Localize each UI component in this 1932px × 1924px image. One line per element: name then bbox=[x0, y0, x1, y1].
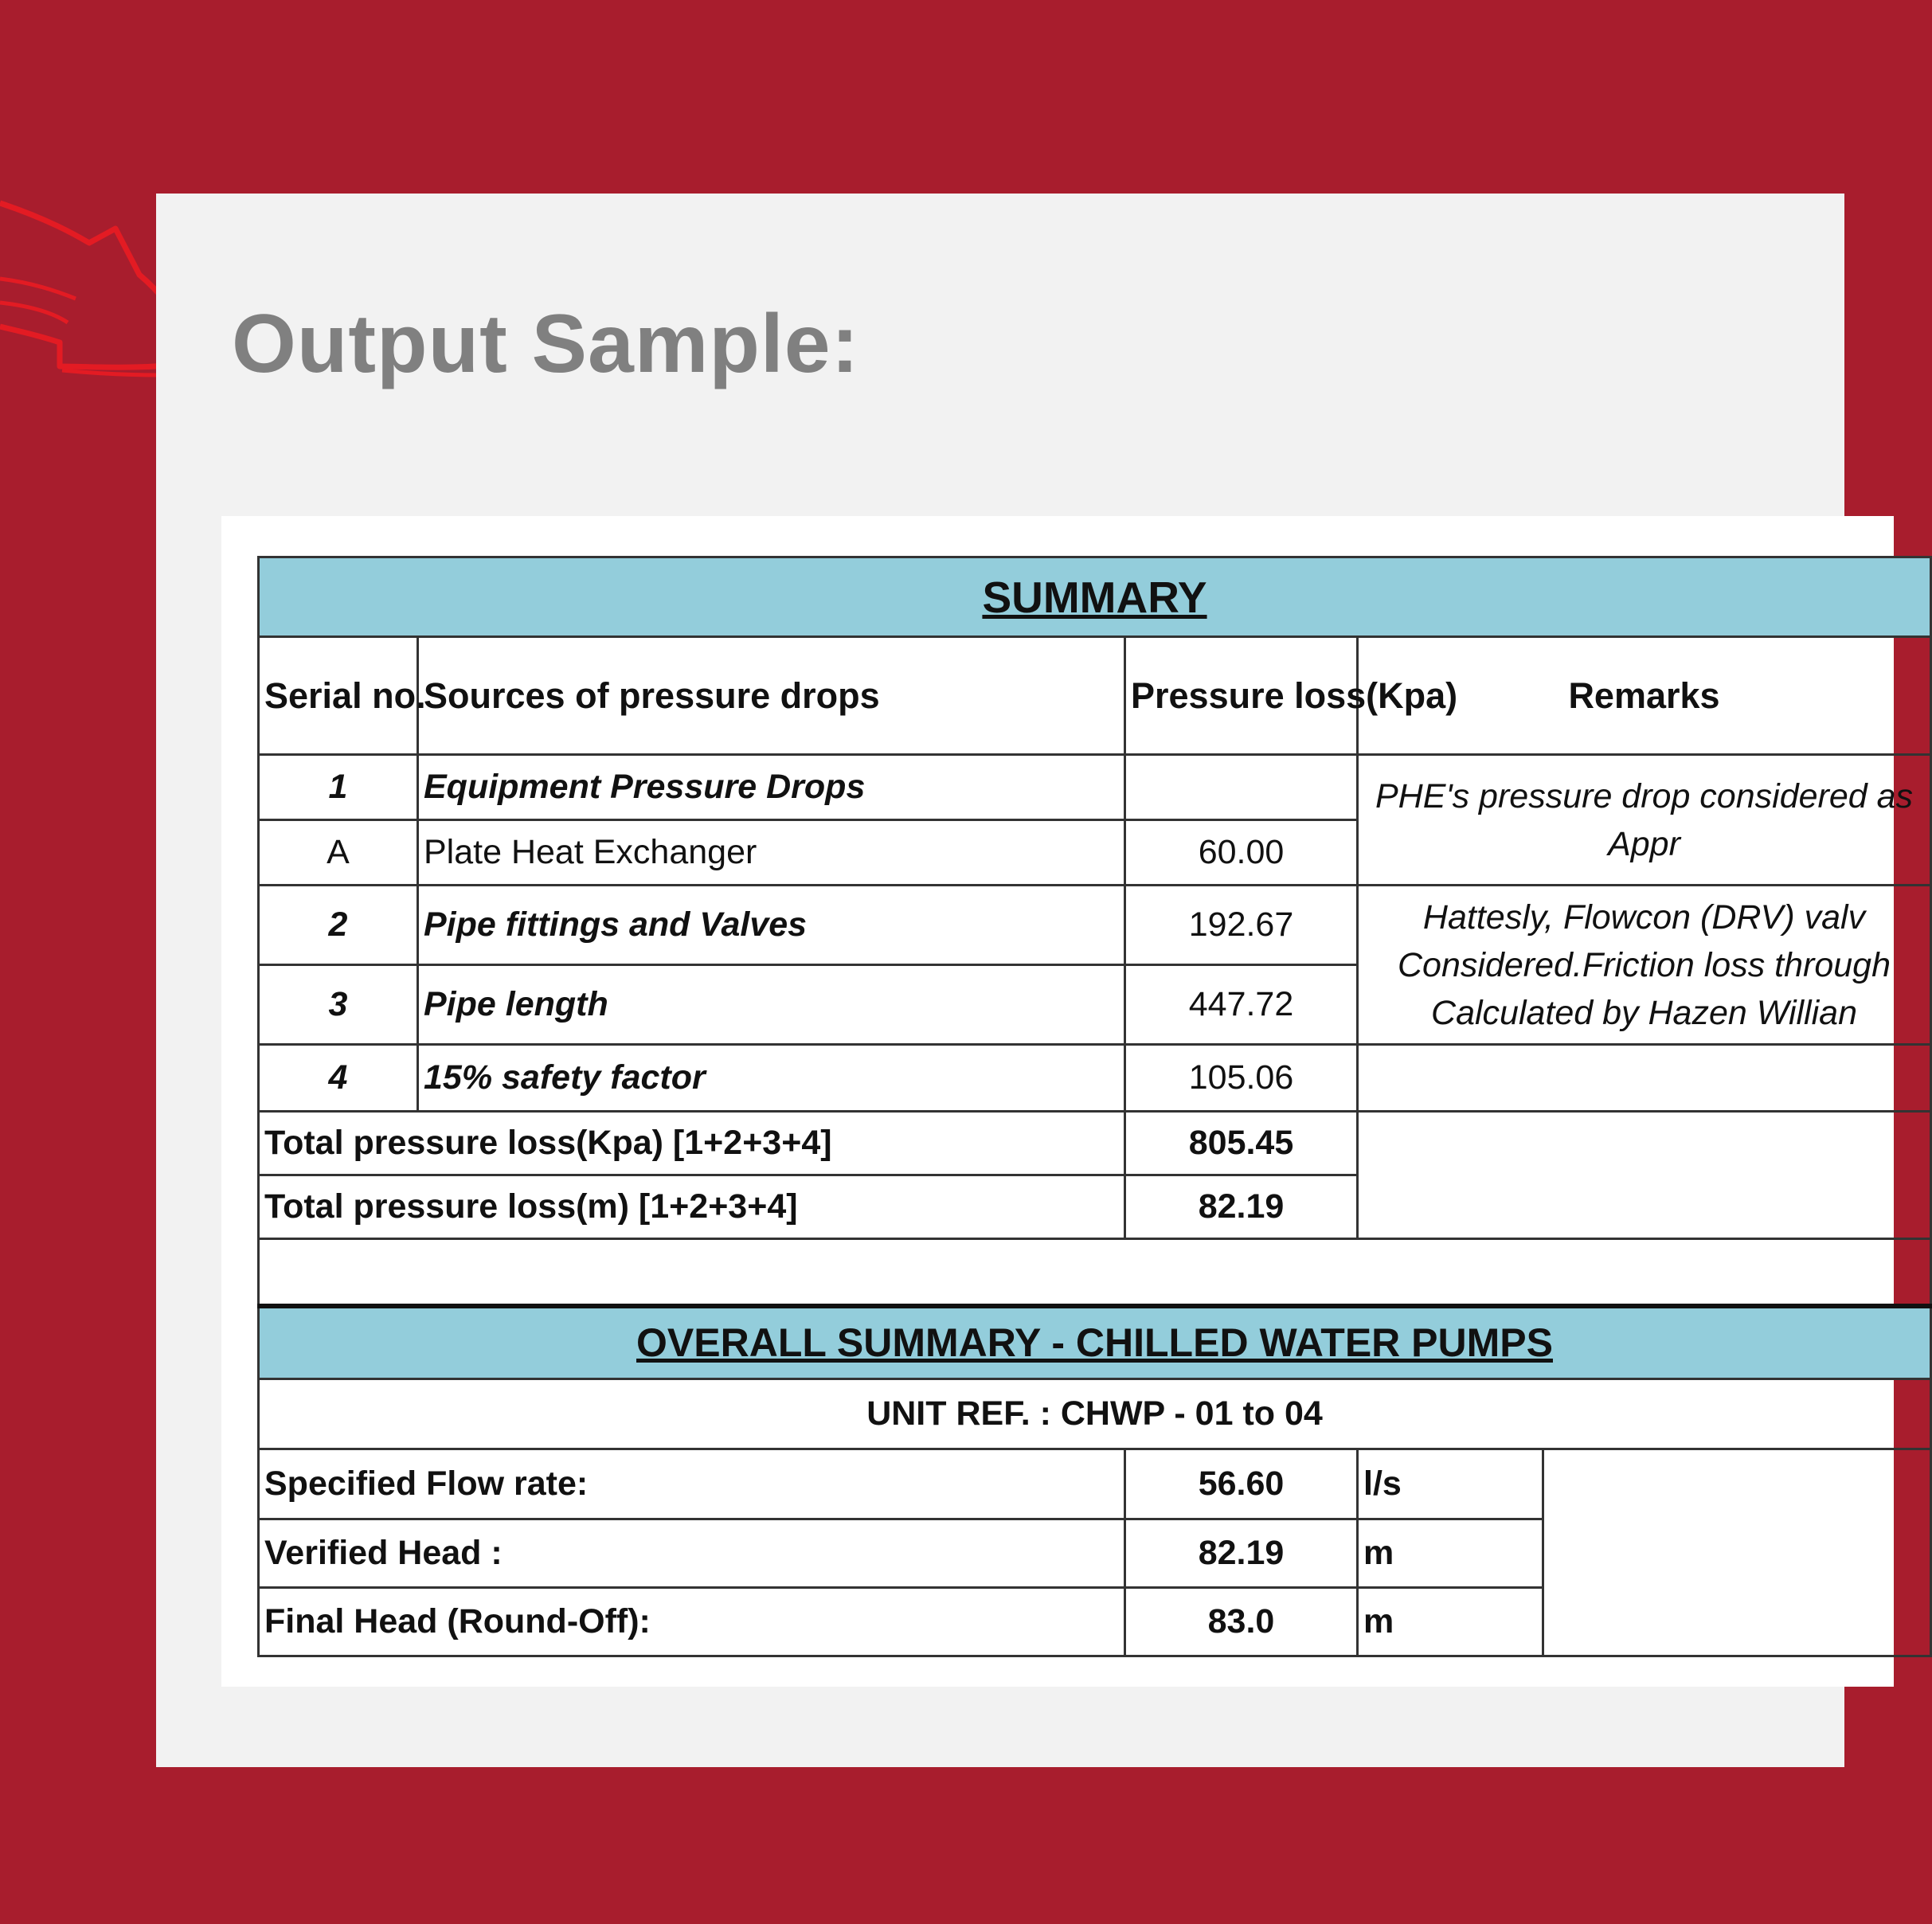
unit-ref-row bbox=[259, 1379, 1931, 1449]
verified-head-value: 82.19 bbox=[1125, 1519, 1358, 1588]
table-row bbox=[259, 1045, 1931, 1112]
total-kpa-label: Total pressure loss(Kpa) [1+2+3+4] bbox=[259, 1112, 1125, 1175]
serial-cell: 2 bbox=[259, 886, 418, 965]
overall-row bbox=[259, 1449, 1931, 1519]
content-panel bbox=[156, 194, 1914, 1767]
flow-rate-value: 56.60 bbox=[1125, 1449, 1358, 1519]
final-head-label: Final Head (Round-Off): bbox=[259, 1588, 1125, 1656]
total-m-label: Total pressure loss(m) [1+2+3+4] bbox=[259, 1175, 1125, 1239]
value-cell: 447.72 bbox=[1125, 965, 1358, 1045]
value-cell: 60.00 bbox=[1125, 820, 1358, 886]
overall-title-row bbox=[259, 1306, 1931, 1379]
source-cell: Plate Heat Exchanger bbox=[418, 820, 1125, 886]
total-row bbox=[259, 1112, 1931, 1175]
verified-head-unit: m bbox=[1358, 1519, 1543, 1588]
remarks-empty bbox=[1358, 1045, 1931, 1112]
final-head-value: 83.0 bbox=[1125, 1588, 1358, 1656]
total-m-value: 82.19 bbox=[1125, 1175, 1358, 1239]
value-cell bbox=[1125, 755, 1358, 820]
overall-empty-cell bbox=[1543, 1449, 1931, 1656]
table-row bbox=[259, 755, 1931, 820]
value-cell: 105.06 bbox=[1125, 1045, 1358, 1112]
header-remarks: Remarks bbox=[1358, 637, 1931, 755]
value-cell: 192.67 bbox=[1125, 886, 1358, 965]
page-heading: Output Sample: bbox=[232, 298, 860, 390]
header-pressure: Pressure loss(Kpa) bbox=[1125, 637, 1358, 755]
summary-title-row bbox=[259, 557, 1931, 637]
spacer-row bbox=[259, 1239, 1931, 1306]
totals-remarks-empty bbox=[1358, 1112, 1931, 1239]
header-source: Sources of pressure drops bbox=[418, 637, 1125, 755]
unit-ref: UNIT REF. : CHWP - 01 to 04 bbox=[259, 1379, 1931, 1449]
summary-title: SUMMARY bbox=[982, 572, 1207, 622]
source-cell: Pipe length bbox=[418, 965, 1125, 1045]
spreadsheet-output bbox=[221, 516, 1914, 1687]
final-head-unit: m bbox=[1358, 1588, 1543, 1656]
total-kpa-value: 805.45 bbox=[1125, 1112, 1358, 1175]
flow-rate-label: Specified Flow rate: bbox=[259, 1449, 1125, 1519]
header-serial: Serial no. bbox=[259, 637, 418, 755]
serial-cell: A bbox=[259, 820, 418, 886]
remarks-fittings: Hattesly, Flowcon (DRV) valv Considered.Friction loss through Calculated by Hazen Willian bbox=[1358, 886, 1931, 1045]
serial-cell: 4 bbox=[259, 1045, 418, 1112]
summary-table bbox=[257, 556, 1932, 1657]
source-cell: 15% safety factor bbox=[418, 1045, 1125, 1112]
remarks-phe: PHE's pressure drop considered as Appr bbox=[1358, 755, 1931, 886]
verified-head-label: Verified Head : bbox=[259, 1519, 1125, 1588]
table-row bbox=[259, 886, 1931, 965]
serial-cell: 1 bbox=[259, 755, 418, 820]
source-cell: Pipe fittings and Valves bbox=[418, 886, 1125, 965]
serial-cell: 3 bbox=[259, 965, 418, 1045]
source-cell: Equipment Pressure Drops bbox=[418, 755, 1125, 820]
summary-header-row bbox=[259, 637, 1931, 755]
flow-rate-unit: l/s bbox=[1358, 1449, 1543, 1519]
overall-title: OVERALL SUMMARY - CHILLED WATER PUMPS bbox=[636, 1320, 1553, 1366]
